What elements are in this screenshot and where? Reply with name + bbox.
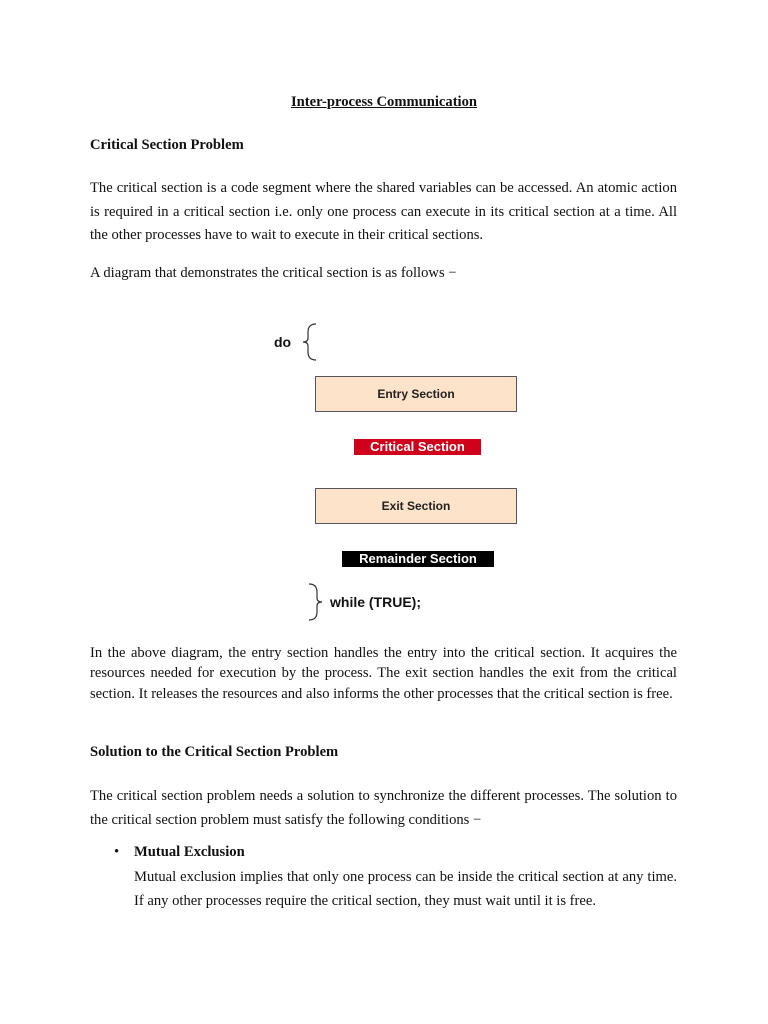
paragraph: In the above diagram, the entry section handles the entry into the critical section. It acquires the resources needed for execution by the process. The exit section handles the exit from the critical section. It releases the resources and also informs the other processes that the critical section is free. bbox=[90, 645, 677, 702]
bullet-title: Mutual Exclusion bbox=[134, 844, 245, 860]
exit-section-box: Exit Section bbox=[315, 488, 517, 524]
diagram-do-label: do bbox=[274, 334, 292, 350]
entry-section-box: Entry Section bbox=[315, 376, 517, 412]
diagram-while-label: while (TRUE); bbox=[330, 594, 421, 610]
close-brace-icon bbox=[305, 582, 325, 622]
critical-section-label: Critical Section bbox=[354, 439, 481, 455]
bullet-icon: • bbox=[114, 844, 120, 860]
open-brace-icon bbox=[300, 322, 320, 362]
section-heading: Critical Section Problem bbox=[90, 137, 244, 153]
paragraph: A diagram that demonstrates the critical section is as follows − bbox=[90, 265, 457, 281]
document-title: Inter-process Communication bbox=[290, 94, 478, 110]
bullet-text: Mutual exclusion implies that only one process can be inside the critical section at any time. If any other processes require the critical section, they must wait until it is free. bbox=[134, 869, 677, 909]
paragraph: The critical section is a code segment where the shared variables can be accessed. An atomic action is required in a critical section i.e. only one process can execute in its critical section at a time. All the other processes have to wait to execute in their critical sections. bbox=[90, 180, 677, 243]
section-heading: Solution to the Critical Section Problem bbox=[90, 744, 339, 760]
paragraph: The critical section problem needs a solution to synchronize the different processes. The solution to the critical section problem must satisfy the following conditions − bbox=[90, 788, 677, 828]
remainder-section-label: Remainder Section bbox=[342, 551, 494, 567]
